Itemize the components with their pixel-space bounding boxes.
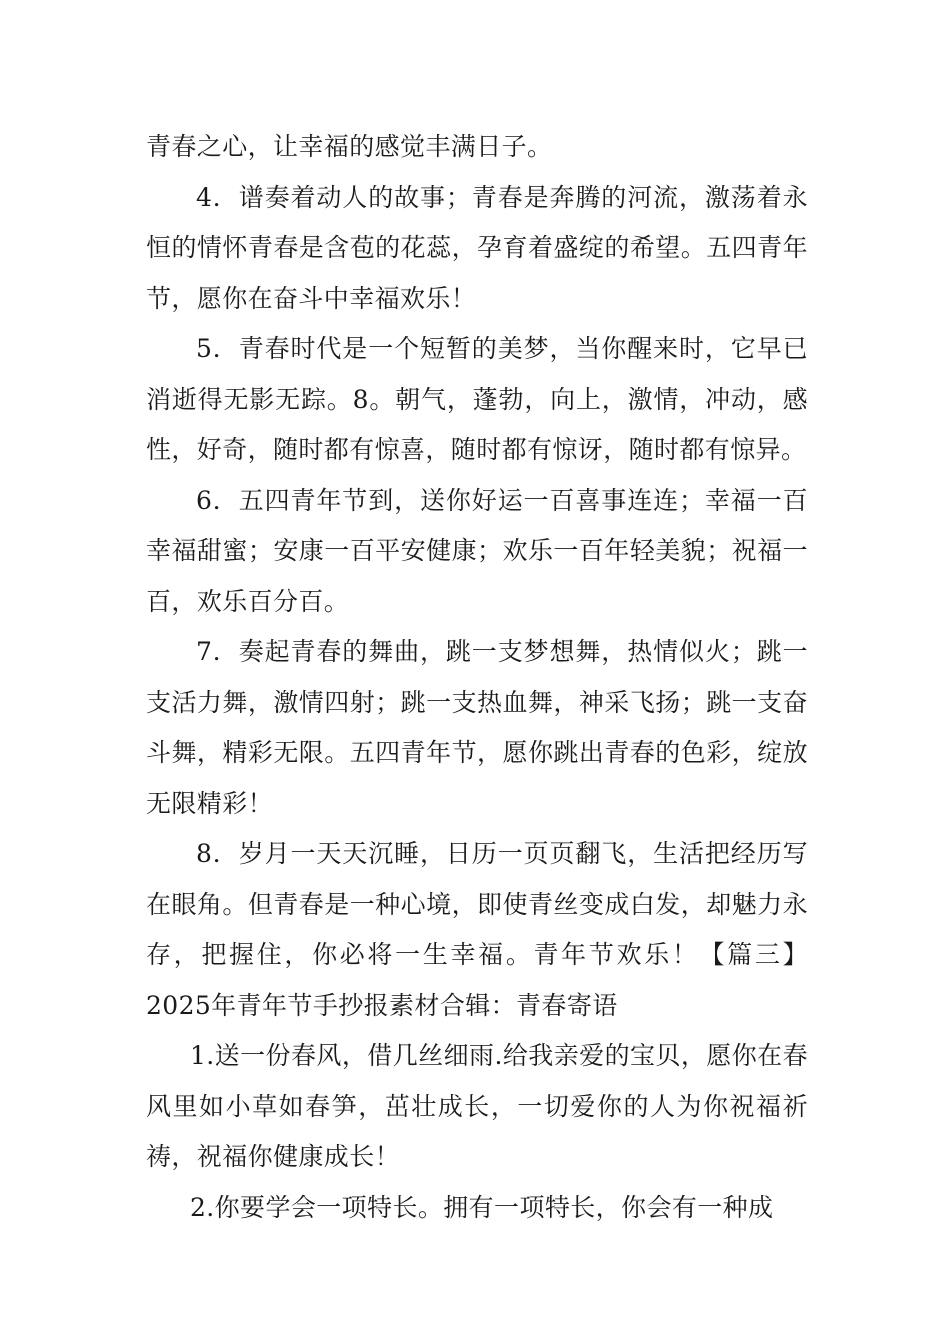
paragraph-item-5: 5．青春时代是一个短暂的美梦，当你醒来时，它早已消逝得无影无踪。8。朝气，蓬勃，向上，激情，冲动，感性，好奇，随时都有惊喜，随时都有惊讶，随时都有惊异。 bbox=[146, 334, 808, 464]
paragraph-item-7: 7．奏起青春的舞曲，跳一支梦想舞，热情似火；跳一支活力舞，激情四射；跳一支热血舞，神采飞扬；跳一支奋斗舞，精彩无限。五四青年节，愿你跳出青春的色彩，绽放无限精彩！ bbox=[146, 637, 808, 818]
paragraph-item-1: 1.送一份春风，借几丝细雨.给我亲爱的宝贝，愿你在春风里如小草如春笋，茁壮成长，一切爱你的人为你祝福祈祷，祝福你健康成长！ bbox=[146, 1041, 808, 1171]
paragraph-item-8: 8．岁月一天天沉睡，日历一页页翻飞，生活把经历写在眼角。但青春是一种心境，即使青丝变成白发，却魅力永存，把握住，你必将一生幸福。青年节欢乐！【篇三】2025年青年节手抄报素材合辑：青春寄语 bbox=[146, 839, 808, 1020]
document-body bbox=[146, 122, 808, 1233]
paragraph-item-2: 2.你要学会一项特长。拥有一项特长，你会有一种成 bbox=[190, 1192, 774, 1222]
paragraph-item-6: 6．五四青年节到，送你好运一百喜事连连；幸福一百幸福甜蜜；安康一百平安健康；欢乐一百年轻美貌；祝福一百，欢乐百分百。 bbox=[146, 485, 808, 616]
paragraph-item-4: 4．谱奏着动人的故事；青春是奔腾的河流，激荡着永恒的情怀青春是含苞的花蕊，孕育着盛绽的希望。五四青年节，愿你在奋斗中幸福欢乐！ bbox=[146, 182, 808, 313]
paragraph-continuation: 青春之心，让幸福的感觉丰满日子。 bbox=[146, 132, 553, 161]
